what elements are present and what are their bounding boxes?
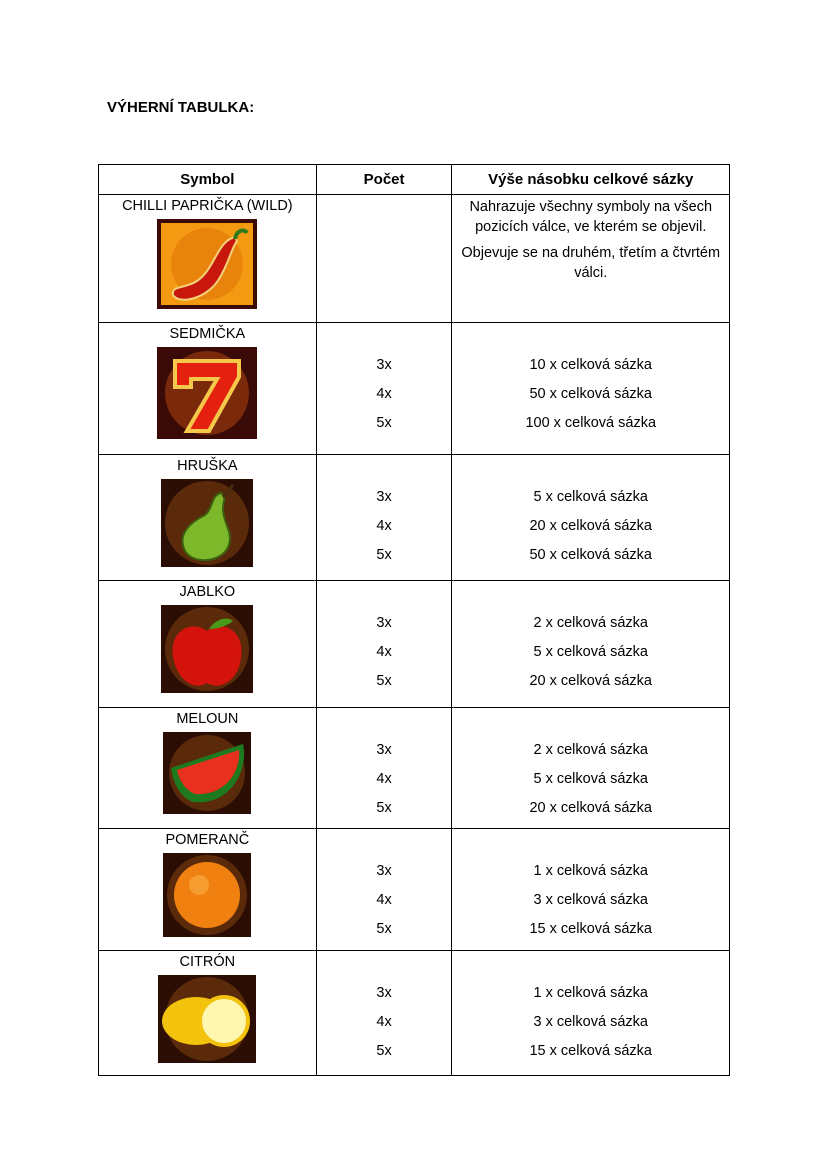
payout-value: 100 x celková sázka: [525, 415, 657, 431]
count-value: 3x: [376, 489, 392, 505]
seven-icon: [157, 347, 257, 439]
count-value: 3x: [376, 985, 392, 1001]
count-value: 4x: [376, 644, 392, 660]
paytable: [98, 164, 730, 1076]
symbol-name: CITRÓN: [179, 954, 236, 970]
payout-value: 1 x celková sázka: [533, 985, 648, 1001]
count-value: 5x: [376, 921, 392, 937]
payout-value: 5 x celková sázka: [533, 644, 648, 660]
count-value: 5x: [376, 415, 392, 431]
payout-value: 2 x celková sázka: [533, 615, 648, 631]
payout-value: 3 x celková sázka: [533, 1014, 648, 1030]
count-value: 3x: [376, 863, 392, 879]
header-symbol: Symbol: [99, 165, 317, 195]
payout-value: 20 x celková sázka: [529, 673, 652, 689]
count-value: 4x: [376, 771, 392, 787]
symbol-name: POMERANČ: [165, 832, 250, 848]
wild-description: Nahrazuje všechny symboly na všech pozicích válce, ve kterém se objevil.: [469, 199, 713, 235]
watermelon-icon: [163, 732, 251, 814]
count-value: 5x: [376, 1043, 392, 1059]
table-row: [99, 581, 730, 708]
payout-value: 15 x celková sázka: [529, 1043, 652, 1059]
symbol-name: MELOUN: [176, 711, 239, 727]
count-value: 3x: [376, 357, 392, 373]
wild-reels: Objevuje se na druhém, třetím a čtvrtém válci.: [461, 245, 721, 281]
payout-value: 5 x celková sázka: [533, 771, 648, 787]
payout-value: 15 x celková sázka: [529, 921, 652, 937]
table-row: [99, 455, 730, 581]
symbol-name: CHILLI PAPRIČKA (WILD): [122, 198, 293, 214]
payout-value: 50 x celková sázka: [529, 386, 652, 402]
count-value: 4x: [376, 1014, 392, 1030]
chilli-icon: [157, 219, 257, 309]
table-row: [99, 708, 730, 829]
payout-value: 3 x celková sázka: [533, 892, 648, 908]
apple-icon: [161, 605, 253, 693]
payout-value: 2 x celková sázka: [533, 742, 648, 758]
count-value: 3x: [376, 742, 392, 758]
payout-value: 5 x celková sázka: [533, 489, 648, 505]
count-value: 5x: [376, 673, 392, 689]
payout-value: 50 x celková sázka: [529, 547, 652, 563]
count-value: 5x: [376, 547, 392, 563]
table-row: [99, 829, 730, 951]
orange-icon: [163, 853, 251, 937]
table-row: [99, 951, 730, 1076]
header-payout: Výše násobku celkové sázky: [452, 165, 730, 195]
header-count: Počet: [316, 165, 452, 195]
header-row: [99, 165, 730, 195]
count-value: 4x: [376, 518, 392, 534]
symbol-name: JABLKO: [179, 584, 236, 600]
symbol-name: HRUŠKA: [177, 458, 238, 474]
lemon-icon: [158, 975, 256, 1063]
table-row: [99, 323, 730, 455]
count-value: 4x: [376, 892, 392, 908]
payout-value: 20 x celková sázka: [529, 800, 652, 816]
page-title: VÝHERNÍ TABULKA:: [107, 99, 255, 116]
payout-value: 10 x celková sázka: [529, 357, 652, 373]
table-row: [99, 195, 730, 323]
symbol-name: SEDMIČKA: [169, 326, 246, 342]
count-value: 3x: [376, 615, 392, 631]
pear-icon: [161, 479, 253, 567]
count-value: 5x: [376, 800, 392, 816]
count-value: 4x: [376, 386, 392, 402]
payout-value: 20 x celková sázka: [529, 518, 652, 534]
payout-value: 1 x celková sázka: [533, 863, 648, 879]
